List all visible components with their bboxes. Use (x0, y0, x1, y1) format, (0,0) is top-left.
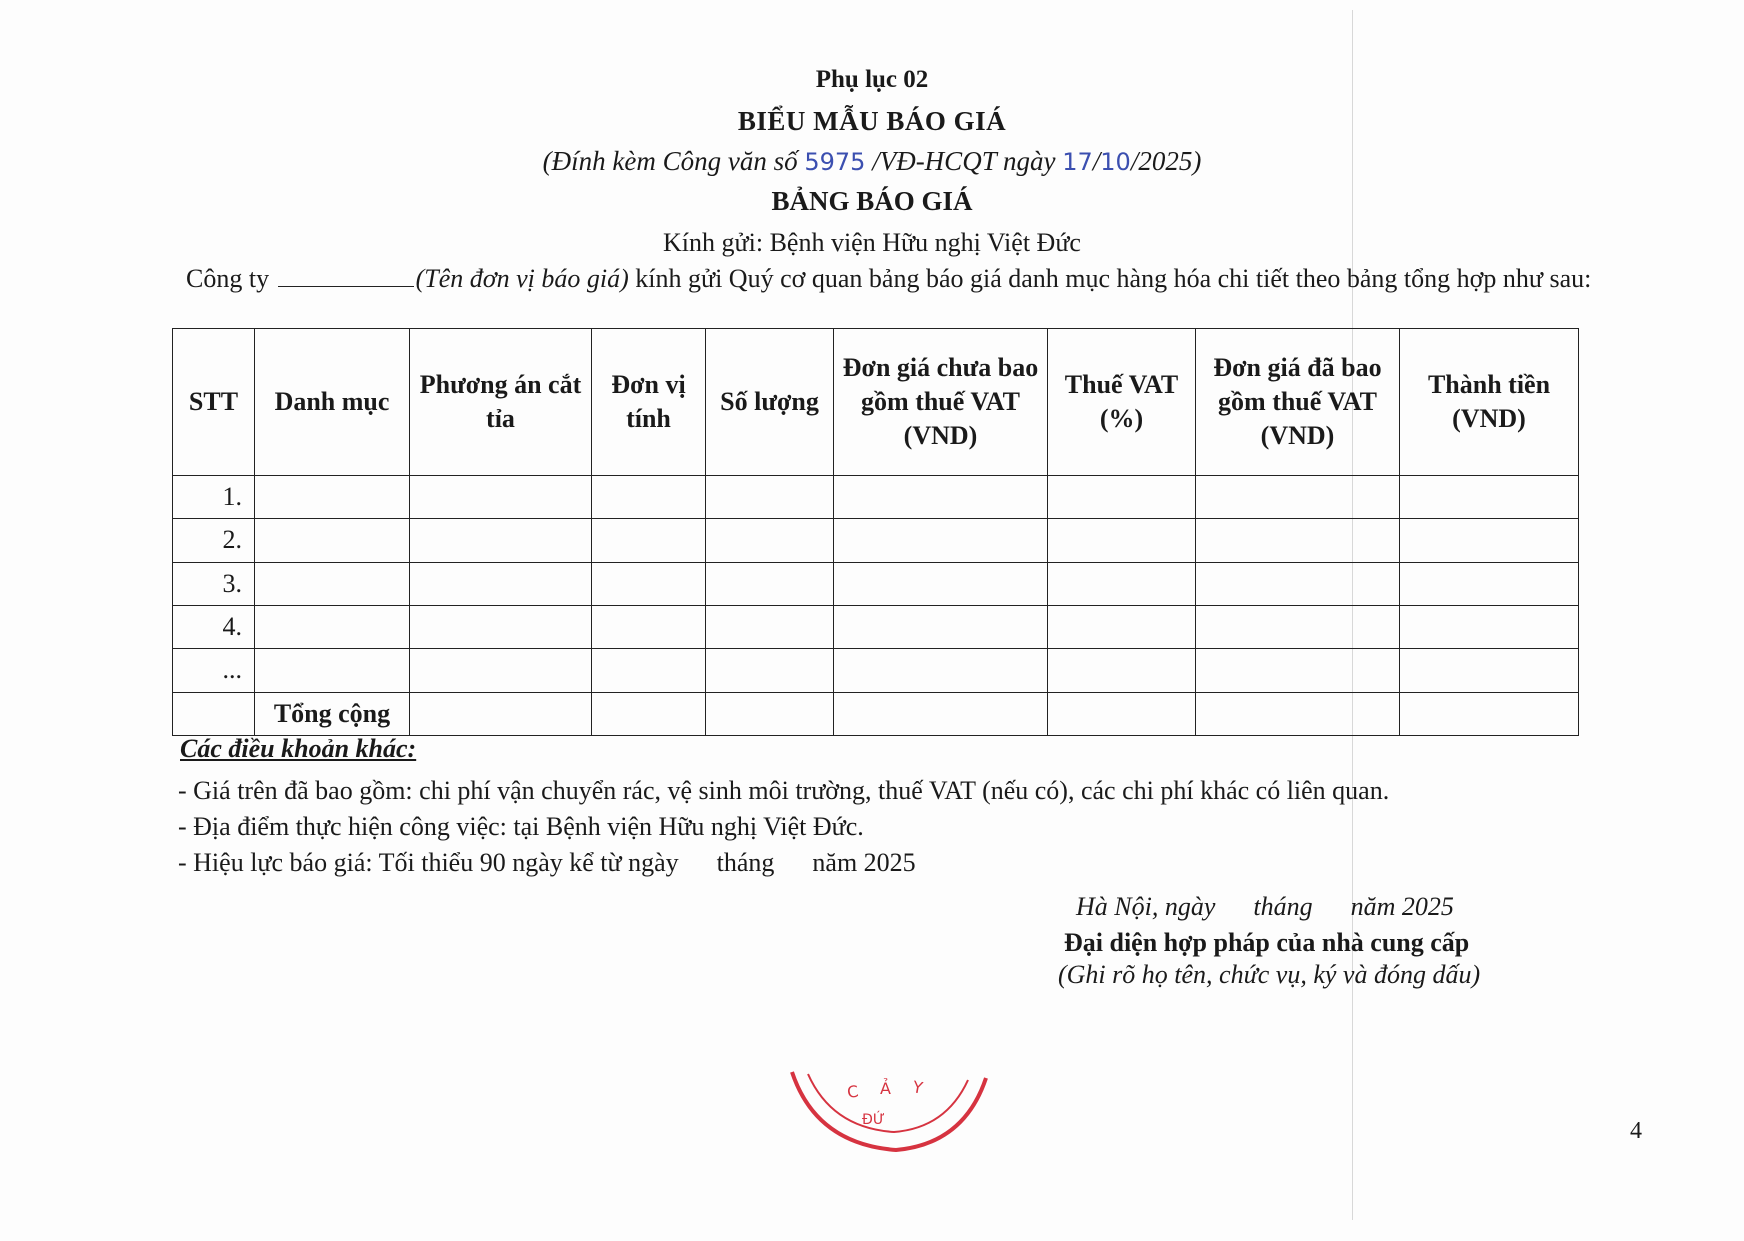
signature-place-date: Hà Nội, ngày (1076, 892, 1216, 921)
svg-text:C: C (845, 1081, 860, 1102)
cell-vat[interactable] (1048, 649, 1196, 692)
header-stt: STT (173, 329, 255, 476)
row-number: ... (173, 649, 255, 692)
term-item-location: - Địa điểm thực hiện công việc: tại Bệnh viện Hữu nghị Việt Đức. (178, 812, 864, 841)
cell-amount[interactable] (1400, 562, 1579, 605)
cell-price-excl[interactable] (834, 519, 1048, 562)
quote-table (172, 328, 1579, 736)
signature-note: (Ghi rõ họ tên, chức vụ, ký và đóng dấu) (1058, 960, 1481, 989)
table-row (173, 476, 1579, 519)
svg-text:Ả: Ả (880, 1079, 891, 1098)
header-vat-rate: Thuế VAT (%) (1048, 329, 1196, 476)
header-amount: Thành tiền (VND) (1400, 329, 1579, 476)
company-placeholder: (Tên đơn vị báo giá) (415, 264, 629, 293)
cell-category[interactable] (255, 562, 410, 605)
cell-price-incl[interactable] (1196, 476, 1400, 519)
cell-unit[interactable] (592, 476, 706, 519)
cell-unit[interactable] (592, 605, 706, 648)
handwritten-doc-number: 5975 (804, 148, 866, 176)
cell-vat[interactable] (1048, 519, 1196, 562)
addressee-line: Kính gửi: Bệnh viện Hữu nghị Việt Đức (663, 228, 1081, 257)
red-seal-stamp (786, 1064, 992, 1154)
cell-quantity[interactable] (706, 649, 834, 692)
svg-text:Y: Y (911, 1077, 925, 1098)
row-number: 1. (173, 476, 255, 519)
intro-paragraph (186, 262, 1646, 295)
cell-category[interactable] (255, 605, 410, 648)
cell-price-incl[interactable] (1196, 649, 1400, 692)
cell-quantity[interactable] (706, 519, 834, 562)
validity-month: tháng (716, 848, 775, 877)
cell-price-excl[interactable] (834, 605, 1048, 648)
cell-vat[interactable] (1048, 605, 1196, 648)
cell-price-incl[interactable] (1196, 519, 1400, 562)
appendix-label: Phụ lục 02 (815, 66, 929, 93)
row-number: 4. (173, 605, 255, 648)
term-item-price: - Giá trên đã bao gồm: chi phí vận chuyển rác, vệ sinh môi trường, thuế VAT (nếu có), các chi phí khác có liên quan. (178, 776, 1390, 805)
total-cell[interactable] (592, 692, 706, 735)
cell-method[interactable] (410, 562, 592, 605)
cell-category[interactable] (255, 476, 410, 519)
total-cell[interactable] (410, 692, 592, 735)
cell-quantity[interactable] (706, 562, 834, 605)
cell-vat[interactable] (1048, 562, 1196, 605)
cell-quantity[interactable] (706, 605, 834, 648)
total-cell[interactable] (1048, 692, 1196, 735)
validity-year: năm 2025 (812, 848, 916, 877)
total-stt-cell (173, 692, 255, 735)
attached-mid: /VĐ-HCQT ngày (865, 146, 1063, 176)
cell-quantity[interactable] (706, 476, 834, 519)
svg-text:ĐỨ: ĐỨ (862, 1112, 885, 1128)
row-number: 3. (173, 562, 255, 605)
total-cell[interactable] (1196, 692, 1400, 735)
handwritten-month: 10 (1100, 148, 1131, 176)
cell-vat[interactable] (1048, 476, 1196, 519)
cell-category[interactable] (255, 649, 410, 692)
table-header-row (173, 329, 1579, 476)
header-unit: Đơn vị tính (592, 329, 706, 476)
table-row (173, 519, 1579, 562)
signature-year: năm 2025 (1350, 892, 1454, 921)
signature-month: tháng (1253, 892, 1313, 921)
company-name-blank (278, 262, 414, 287)
cell-price-excl[interactable] (834, 476, 1048, 519)
total-cell[interactable] (706, 692, 834, 735)
signature-date-line (1076, 892, 1454, 922)
cell-method[interactable] (410, 605, 592, 648)
header-quantity: Số lượng (706, 329, 834, 476)
attached-reference (0, 146, 1744, 177)
intro-text: kính gửi Quý cơ quan bảng báo giá danh mục hàng hóa chi tiết theo bảng tổng hợp như sau: (628, 264, 1592, 293)
header-pruning-method: Phương án cắt tỉa (410, 329, 592, 476)
total-row (173, 692, 1579, 735)
signature-representative: Đại diện hợp pháp của nhà cung cấp (1064, 928, 1470, 957)
cell-price-excl[interactable] (834, 649, 1048, 692)
cell-method[interactable] (410, 519, 592, 562)
cell-amount[interactable] (1400, 649, 1579, 692)
attached-prefix: (Đính kèm Công văn số (542, 146, 805, 176)
validity-prefix: - Hiệu lực báo giá: Tối thiểu 90 ngày kể từ ngày (178, 848, 679, 877)
cell-amount[interactable] (1400, 476, 1579, 519)
table-row (173, 649, 1579, 692)
table-row (173, 605, 1579, 648)
cell-unit[interactable] (592, 562, 706, 605)
date-separator: / (1092, 146, 1101, 176)
cell-method[interactable] (410, 476, 592, 519)
total-cell[interactable] (834, 692, 1048, 735)
quote-title: BẢNG BÁO GIÁ (771, 186, 973, 216)
page-number: 4 (1630, 1118, 1642, 1144)
row-number: 2. (173, 519, 255, 562)
form-title: BIỂU MẪU BÁO GIÁ (737, 106, 1007, 136)
terms-heading: Các điều khoản khác: (180, 734, 417, 763)
total-label: Tổng cộng (255, 692, 410, 735)
header-price-incl-vat: Đơn giá đã bao gồm thuế VAT (VND) (1196, 329, 1400, 476)
cell-method[interactable] (410, 649, 592, 692)
table-row (173, 562, 1579, 605)
cell-unit[interactable] (592, 519, 706, 562)
header-category: Danh mục (255, 329, 410, 476)
handwritten-day: 17 (1062, 148, 1093, 176)
cell-price-incl[interactable] (1196, 605, 1400, 648)
total-amount-cell[interactable] (1400, 692, 1579, 735)
header-price-excl-vat: Đơn giá chưa bao gồm thuế VAT (VND) (834, 329, 1048, 476)
cell-unit[interactable] (592, 649, 706, 692)
company-label: Công ty (186, 264, 270, 293)
cell-price-incl[interactable] (1196, 562, 1400, 605)
term-item-validity (178, 848, 916, 878)
cell-amount[interactable] (1400, 605, 1579, 648)
cell-category[interactable] (255, 519, 410, 562)
attached-suffix: /2025) (1130, 146, 1202, 176)
cell-amount[interactable] (1400, 519, 1579, 562)
cell-price-excl[interactable] (834, 562, 1048, 605)
